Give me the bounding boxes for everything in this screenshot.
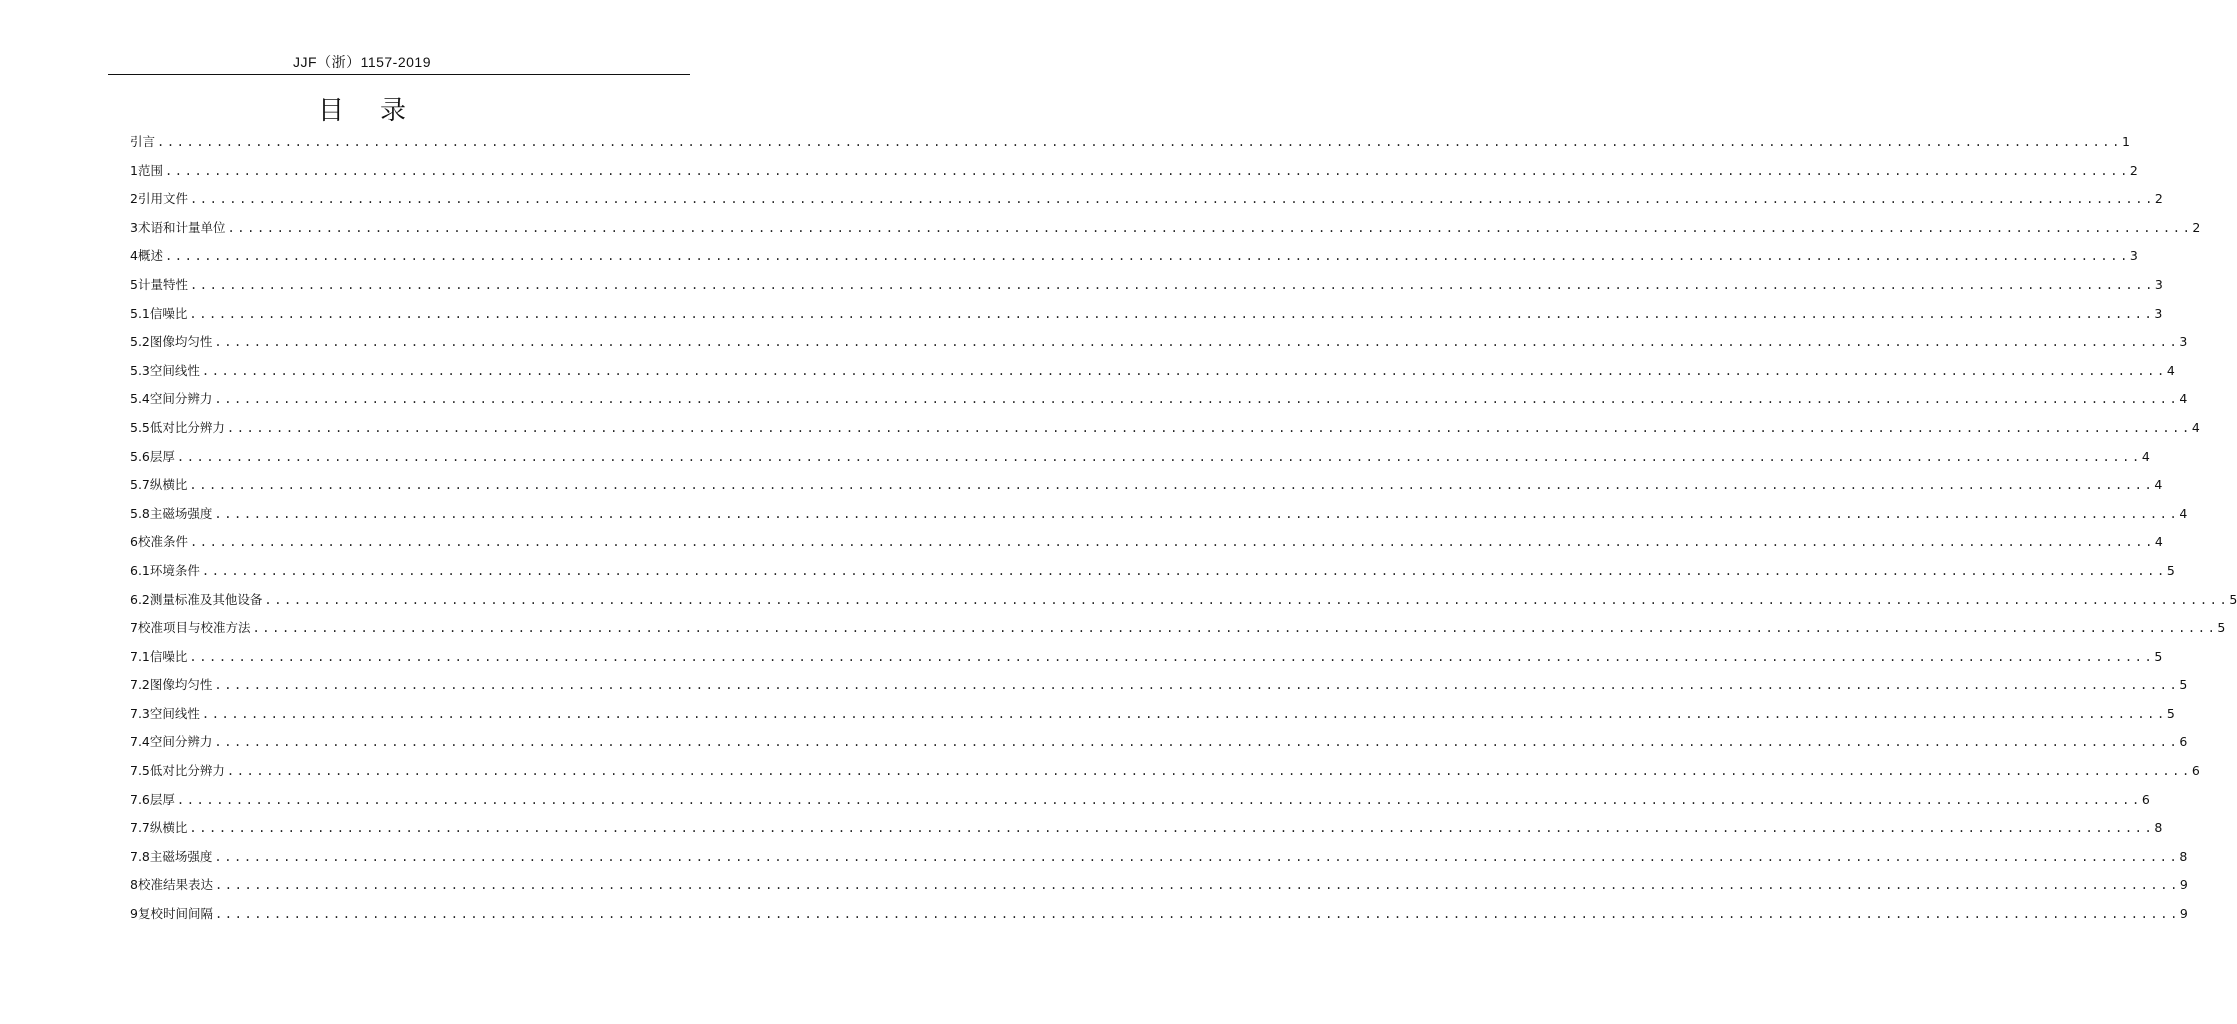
toc-entry-page: 5: [2179, 677, 2188, 693]
toc-entry-title: 范围: [137, 162, 163, 178]
toc-entry-page: 1: [2121, 134, 2130, 149]
toc-entry-page: 4: [2179, 505, 2188, 521]
title-char-2: 录: [380, 96, 407, 126]
toc-entry-number: 6: [130, 534, 138, 550]
toc-dot-leader: ........................................................................................................................................................................................................: [214, 907, 2180, 922]
toc-entry-title: 复校时间间隔: [137, 906, 213, 922]
toc-entry-title: 测量标准及其他设备: [149, 591, 263, 607]
toc-entry-page: 4: [2191, 419, 2200, 435]
toc-dot-leader: ........................................................................................................................................................................................................: [201, 563, 2167, 578]
toc-entry-title: 图像均匀性: [149, 334, 213, 350]
toc-entry-number: 7: [130, 620, 138, 636]
toc-entry-number: 1: [130, 162, 138, 178]
toc-entry[interactable]: [130, 757, 2200, 786]
toc-dot-leader: ........................................................................................................................................................................................................: [189, 192, 2155, 207]
toc-entry[interactable]: [130, 271, 2163, 300]
toc-entry-title: 纵横比: [149, 477, 188, 493]
toc-entry-page: 3: [2129, 248, 2138, 264]
toc-dot-leader: ........................................................................................................................................................................................................: [227, 220, 2193, 235]
toc-entry[interactable]: [130, 471, 2163, 500]
toc-dot-leader: ........................................................................................................................................................................................................: [226, 420, 2192, 435]
toc-entry-page: 6: [2191, 763, 2200, 779]
toc-entry-number: 7.8: [130, 848, 150, 864]
toc-entry-page: 3: [2179, 334, 2188, 350]
toc-dot-leader: ........................................................................................................................................................................................................: [189, 649, 2155, 664]
toc-dot-leader: ........................................................................................................................................................................................................: [189, 277, 2155, 292]
toc-entry-number: 5.5: [130, 419, 150, 435]
toc-entry-page: 4: [2141, 448, 2150, 464]
toc-dot-leader: ........................................................................................................................................................................................................: [214, 506, 2180, 521]
toc-entry-number: 4: [130, 248, 138, 264]
toc-entry-number: 2: [130, 191, 138, 207]
toc-entry[interactable]: [130, 871, 2188, 900]
toc-entry-page: 8: [2154, 820, 2163, 836]
toc-entry-number: 5.7: [130, 477, 150, 493]
toc-entry[interactable]: [130, 414, 2200, 443]
toc-dot-leader: ........................................................................................................................................................................................................: [264, 592, 2230, 607]
toc-dot-leader: ........................................................................................................................................................................................................: [201, 363, 2167, 378]
toc-entry-number: 6.1: [130, 562, 150, 578]
toc-entry-title: 层厚: [149, 448, 175, 464]
toc-entry-page: 5: [2166, 562, 2175, 578]
toc-entry[interactable]: [130, 500, 2188, 529]
toc-entry-title: 图像均匀性: [149, 677, 213, 693]
toc-entry-number: 引: [130, 134, 143, 149]
toc-entry-page: 3: [2154, 305, 2163, 321]
toc-entry-page: 9: [2179, 877, 2188, 893]
toc-entry-title: 空间线性: [149, 362, 200, 378]
toc-entry-page: 6: [2179, 734, 2188, 750]
toc-entry-title: 低对比分辨力: [149, 419, 225, 435]
toc-entry-title: 言: [142, 134, 156, 149]
toc-dot-leader: ........................................................................................................................................................................................................: [214, 678, 2180, 693]
document-code-header: JJF（浙）1157-2019: [293, 54, 431, 70]
toc-entry-number: 5.8: [130, 505, 150, 521]
toc-entry-title: 环境条件: [149, 562, 200, 578]
toc-entry-number: 8: [130, 877, 138, 893]
toc-entry-number: 5.1: [130, 305, 150, 321]
toc-entry[interactable]: [130, 586, 2237, 615]
toc-entry[interactable]: [130, 242, 2138, 271]
toc-dot-leader: ........................................................................................................................................................................................................: [201, 706, 2167, 721]
toc-entry-number: 3: [130, 219, 138, 235]
toc-entry-page: 4: [2154, 477, 2163, 493]
toc-dot-leader: ........................................................................................................................................................................................................: [189, 535, 2155, 550]
toc-entry[interactable]: [130, 900, 2188, 929]
toc-dot-leader: ........................................................................................................................................................................................................: [176, 449, 2142, 464]
toc-dot-leader: ........................................................................................................................................................................................................: [157, 135, 2122, 149]
toc-dot-leader: ........................................................................................................................................................................................................: [226, 764, 2192, 779]
toc-entry-title: 纵横比: [149, 820, 188, 836]
toc-entry[interactable]: [130, 528, 2163, 557]
toc-entry-number: 9: [130, 906, 138, 922]
toc-entry-page: 8: [2179, 848, 2188, 864]
toc-entry-title: 引用文件: [137, 191, 188, 207]
toc-entry[interactable]: [130, 671, 2188, 700]
toc-entry-number: 7.2: [130, 677, 150, 693]
toc-entry[interactable]: [130, 385, 2188, 414]
toc-entry[interactable]: [130, 357, 2175, 386]
toc-entry-number: 7.6: [130, 791, 150, 807]
toc-dot-leader: ........................................................................................................................................................................................................: [214, 849, 2180, 864]
toc-entry-page: 9: [2179, 906, 2188, 922]
toc-entry-title: 空间分辨力: [149, 734, 213, 750]
toc-entry-number: 7.1: [130, 648, 150, 664]
toc-entry[interactable]: [130, 214, 2201, 243]
toc-entry-number: 6.2: [130, 591, 150, 607]
toc-entry-title: 低对比分辨力: [149, 763, 225, 779]
toc-entry-title: 空间线性: [149, 705, 200, 721]
toc-entry-title: 主磁场强度: [149, 505, 213, 521]
toc-entry-page: 4: [2166, 362, 2175, 378]
toc-dot-leader: ........................................................................................................................................................................................................: [189, 821, 2155, 836]
toc-entry[interactable]: [130, 728, 2188, 757]
toc-dot-leader: ........................................................................................................................................................................................................: [164, 249, 2130, 264]
toc-entry-title: 校准条件: [137, 534, 188, 550]
toc-entry-number: 5.2: [130, 334, 150, 350]
toc-entry[interactable]: [130, 443, 2150, 472]
toc-entry[interactable]: [130, 700, 2175, 729]
toc-entry-title: 信噪比: [149, 305, 188, 321]
table-of-contents: [130, 128, 2237, 929]
toc-entry[interactable]: [130, 843, 2188, 872]
toc-entry[interactable]: [130, 300, 2163, 329]
toc-entry[interactable]: [130, 128, 2130, 157]
header-rule: [108, 74, 690, 75]
toc-entry-number: 7.7: [130, 820, 150, 836]
toc-entry-page: 2: [2192, 219, 2201, 235]
toc-entry-page: 4: [2179, 391, 2188, 407]
toc-dot-leader: ........................................................................................................................................................................................................: [176, 792, 2142, 807]
toc-entry-title: 空间分辨力: [149, 391, 213, 407]
toc-entry[interactable]: [130, 614, 2226, 643]
toc-entry-page: 5: [2229, 591, 2237, 607]
toc-entry-number: 5: [130, 276, 138, 292]
toc-dot-leader: ........................................................................................................................................................................................................: [214, 735, 2180, 750]
toc-entry-title: 层厚: [149, 791, 175, 807]
toc-entry-title: 概述: [137, 248, 163, 264]
toc-entry-page: 3: [2154, 276, 2163, 292]
toc-dot-leader: ........................................................................................................................................................................................................: [214, 392, 2180, 407]
toc-entry-page: 5: [2217, 620, 2226, 636]
toc-entry-number: 5.6: [130, 448, 150, 464]
toc-entry-title: 校准结果表达: [137, 877, 213, 893]
toc-entry[interactable]: [130, 328, 2188, 357]
toc-entry-page: 5: [2154, 648, 2163, 664]
toc-entry[interactable]: [130, 157, 2138, 186]
toc-entry-number: 5.3: [130, 362, 150, 378]
toc-entry-number: 7.4: [130, 734, 150, 750]
toc-entry-title: 信噪比: [149, 648, 188, 664]
toc-dot-leader: ........................................................................................................................................................................................................: [189, 306, 2155, 321]
toc-entry-title: 校准项目与校准方法: [137, 620, 251, 636]
toc-entry-number: 7.3: [130, 705, 150, 721]
title-char-1: 目: [317, 96, 344, 126]
toc-entry-page: 5: [2166, 705, 2175, 721]
toc-entry-page: 4: [2154, 534, 2163, 550]
toc-entry-number: 7.5: [130, 763, 150, 779]
toc-dot-leader: ........................................................................................................................................................................................................: [252, 621, 2218, 636]
toc-entry[interactable]: [130, 557, 2175, 586]
toc-entry-page: 2: [2154, 191, 2163, 207]
toc-entry-title: 术语和计量单位: [137, 219, 226, 235]
toc-entry[interactable]: [130, 814, 2163, 843]
toc-entry-title: 主磁场强度: [149, 848, 213, 864]
toc-dot-leader: ........................................................................................................................................................................................................: [189, 478, 2155, 493]
toc-dot-leader: ........................................................................................................................................................................................................: [164, 163, 2130, 178]
toc-dot-leader: ........................................................................................................................................................................................................: [214, 878, 2180, 893]
toc-entry-number: 5.4: [130, 391, 150, 407]
toc-entry[interactable]: [130, 185, 2163, 214]
toc-dot-leader: ........................................................................................................................................................................................................: [214, 335, 2180, 350]
page-title: [0, 90, 724, 127]
toc-entry[interactable]: [130, 643, 2163, 672]
toc-entry-title: 计量特性: [137, 276, 188, 292]
toc-entry-page: 6: [2141, 791, 2150, 807]
toc-entry[interactable]: [130, 786, 2150, 815]
toc-entry-page: 2: [2129, 162, 2138, 178]
